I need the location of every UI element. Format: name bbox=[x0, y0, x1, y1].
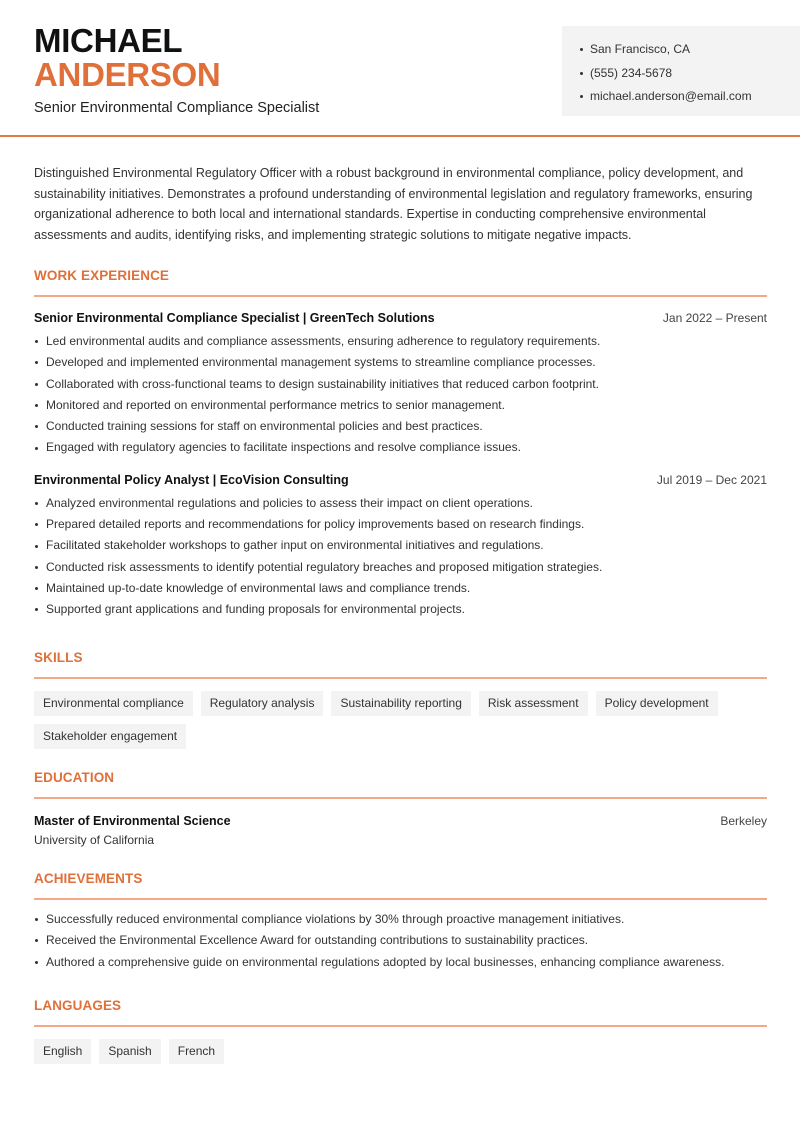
job-bullets bbox=[34, 493, 767, 621]
skill-chip: Environmental compliance bbox=[34, 691, 193, 716]
language-chip: English bbox=[34, 1039, 91, 1064]
list-item bbox=[34, 374, 767, 395]
bullet-icon bbox=[580, 95, 583, 98]
education-location: Berkeley bbox=[720, 814, 767, 828]
job-entry bbox=[34, 472, 767, 621]
bullet-icon bbox=[35, 447, 38, 450]
section-skills bbox=[34, 648, 767, 749]
list-item bbox=[34, 352, 767, 373]
bullet-icon bbox=[580, 48, 583, 51]
languages-list bbox=[34, 1039, 767, 1064]
list-item bbox=[34, 909, 767, 930]
skill-chip: Risk assessment bbox=[479, 691, 588, 716]
job-title: Environmental Policy Analyst | EcoVision Consulting bbox=[34, 472, 349, 487]
achievements-list bbox=[34, 909, 767, 973]
list-item bbox=[34, 557, 767, 578]
last-name: ANDERSON bbox=[34, 56, 221, 93]
bullet-icon bbox=[35, 340, 38, 343]
section-achievements bbox=[34, 869, 767, 973]
list-item bbox=[34, 416, 767, 437]
section-divider bbox=[34, 1025, 767, 1027]
contact-email bbox=[580, 85, 800, 109]
skill-chip: Sustainability reporting bbox=[331, 691, 470, 716]
education-header bbox=[34, 813, 767, 829]
bullet-icon bbox=[35, 608, 38, 611]
section-title: SKILLS bbox=[34, 650, 83, 665]
first-name: MICHAEL bbox=[34, 22, 183, 59]
section-divider bbox=[34, 898, 767, 900]
bullet-icon bbox=[35, 404, 38, 407]
job-header bbox=[34, 310, 767, 326]
list-item bbox=[34, 952, 767, 973]
email-text: michael.anderson@email.com bbox=[590, 89, 752, 103]
skill-chip: Regulatory analysis bbox=[201, 691, 324, 716]
bullet-text: Successfully reduced environmental compliance violations by 30% through proactive management initiatives. bbox=[46, 912, 625, 926]
bullet-text: Facilitated stakeholder workshops to gather input on environmental initiatives and regulations. bbox=[46, 538, 544, 553]
skill-chip: Policy development bbox=[596, 691, 718, 716]
section-work-experience bbox=[34, 266, 767, 621]
bullet-text: Conducted training sessions for staff on environmental policies and best practices. bbox=[46, 419, 483, 434]
list-item bbox=[34, 514, 767, 535]
job-bullets bbox=[34, 331, 767, 459]
bullet-text: Developed and implemented environmental management systems to streamline compliance processes. bbox=[46, 355, 596, 370]
contact-box bbox=[562, 26, 800, 116]
section-languages bbox=[34, 996, 767, 1064]
language-chip: French bbox=[169, 1039, 224, 1064]
list-item bbox=[34, 930, 767, 951]
bullet-text: Collaborated with cross-functional teams to design sustainability initiatives that reduced carbon footprint. bbox=[46, 376, 599, 391]
headline-title: Senior Environmental Compliance Specialist bbox=[34, 100, 320, 116]
bullet-text: Analyzed environmental regulations and policies to assess their impact on client operations. bbox=[46, 495, 533, 510]
bullet-text: Monitored and reported on environmental performance metrics to senior management. bbox=[46, 397, 505, 412]
job-header bbox=[34, 472, 767, 488]
section-divider bbox=[34, 677, 767, 679]
skills-list bbox=[34, 691, 767, 749]
contact-phone bbox=[580, 62, 800, 86]
bullet-icon bbox=[580, 72, 583, 75]
language-chip: Spanish bbox=[99, 1039, 160, 1064]
bullet-icon bbox=[35, 918, 38, 921]
list-item bbox=[34, 599, 767, 620]
bullet-text: Authored a comprehensive guide on environmental regulations adopted by local businesses, enhancing compliance awareness. bbox=[46, 954, 725, 969]
list-item bbox=[34, 437, 767, 458]
bullet-icon bbox=[35, 523, 38, 526]
bullet-text: Engaged with regulatory agencies to facilitate inspections and resolve compliance issues. bbox=[46, 440, 521, 455]
job-dates: Jan 2022 – Present bbox=[662, 311, 767, 325]
job-entry bbox=[34, 310, 767, 459]
list-item bbox=[34, 331, 767, 352]
section-title: EDUCATION bbox=[34, 770, 115, 785]
section-title: LANGUAGES bbox=[34, 998, 122, 1013]
school: University of California bbox=[34, 833, 155, 847]
list-item bbox=[34, 578, 767, 599]
bullet-text: Received the Environmental Excellence Award for outstanding contributions to sustainability practices. bbox=[46, 933, 589, 948]
bullet-icon bbox=[35, 361, 38, 364]
job-title: Senior Environmental Compliance Specialist | GreenTech Solutions bbox=[34, 311, 435, 325]
location-text: San Francisco, CA bbox=[590, 42, 691, 56]
section-divider bbox=[34, 295, 767, 297]
skill-chip: Stakeholder engagement bbox=[34, 724, 186, 749]
bullet-icon bbox=[35, 961, 38, 964]
list-item bbox=[34, 493, 767, 514]
list-item bbox=[34, 395, 767, 416]
section-title: WORK EXPERIENCE bbox=[34, 268, 170, 283]
bullet-text: Maintained up-to-date knowledge of environmental laws and compliance trends. bbox=[46, 580, 471, 595]
phone-text: (555) 234-5678 bbox=[590, 65, 673, 80]
bullet-icon bbox=[35, 383, 38, 386]
list-item bbox=[34, 535, 767, 556]
section-divider bbox=[34, 797, 767, 799]
contact-location bbox=[580, 38, 800, 62]
bullet-icon bbox=[35, 566, 38, 569]
section-education bbox=[34, 768, 767, 847]
degree: Master of Environmental Science bbox=[34, 814, 231, 828]
summary: Distinguished Environmental Regulatory Officer with a robust background in environmental compliance, policy development, and sustainability initiatives. Demonstrates a profound understanding of environmental legislation and regulatory frameworks, ensuring organizational adherence to both local and international standards. Expertise in conducting comprehensive environmental assessments and audits, identifying risks, and implementing strategic solutions to mitigate negative impacts. bbox=[34, 166, 753, 242]
name-block bbox=[34, 24, 220, 92]
bullet-text: Led environmental audits and compliance assessments, ensuring adherence to regulatory requirements. bbox=[46, 334, 601, 348]
job-dates: Jul 2019 – Dec 2021 bbox=[656, 472, 767, 487]
bullet-icon bbox=[35, 587, 38, 590]
bullet-icon bbox=[35, 545, 38, 548]
education-entry bbox=[34, 813, 767, 847]
bullet-icon bbox=[35, 502, 38, 505]
resume-header bbox=[0, 0, 800, 137]
bullet-icon bbox=[35, 425, 38, 428]
bullet-icon bbox=[35, 939, 38, 942]
section-title: ACHIEVEMENTS bbox=[34, 871, 143, 886]
bullet-text: Prepared detailed reports and recommendations for policy improvements based on research findings. bbox=[46, 517, 585, 532]
bullet-text: Supported grant applications and funding proposals for environmental projects. bbox=[46, 602, 465, 617]
bullet-text: Conducted risk assessments to identify potential regulatory breaches and proposed mitigation strategies. bbox=[46, 559, 603, 574]
